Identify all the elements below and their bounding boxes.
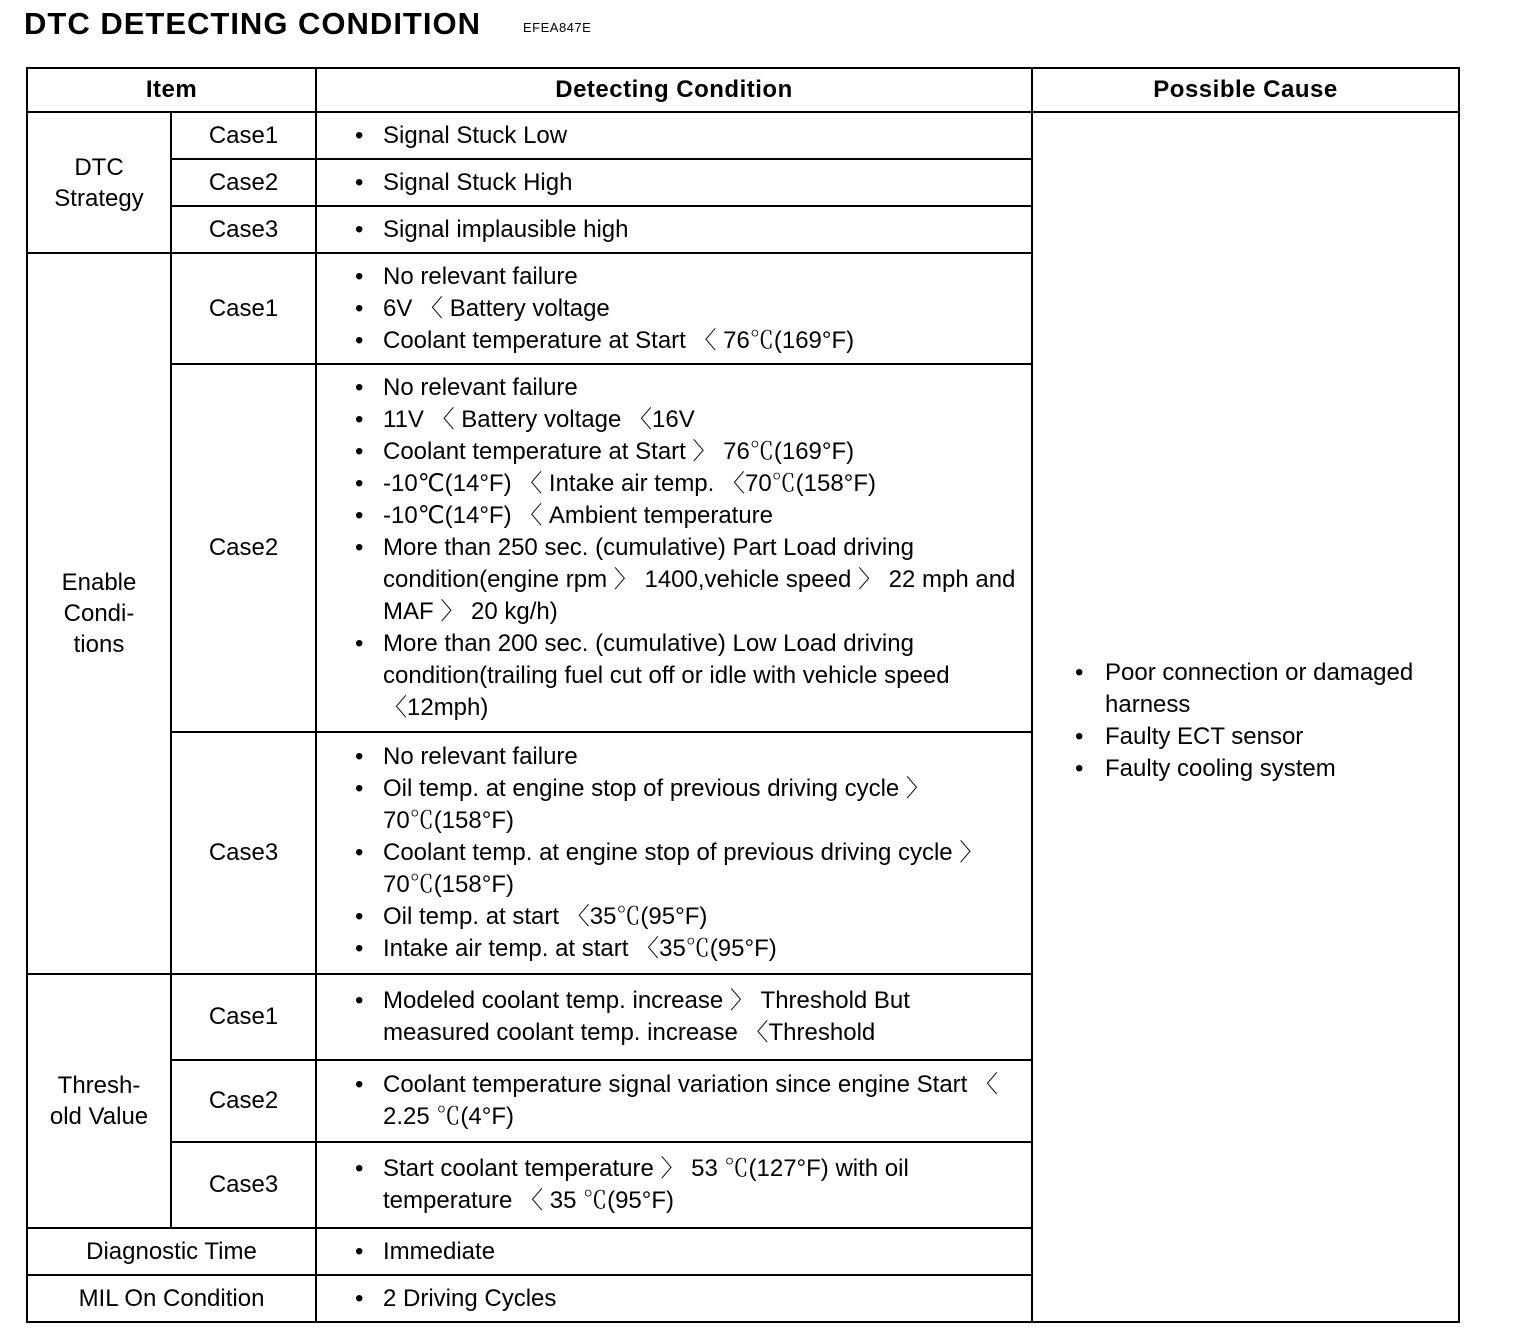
case-label: Case2	[171, 1060, 316, 1142]
condition-list	[341, 372, 1023, 724]
condition-list	[341, 1153, 1023, 1217]
table-row	[27, 112, 1459, 159]
condition-cell	[316, 974, 1032, 1060]
condition-cell	[316, 364, 1032, 732]
list-item: • Coolant temp. at engine stop of previous driving cycle 〉 70℃(158°F)	[341, 837, 1023, 901]
mil-on-condition-label: MIL On Condition	[27, 1275, 316, 1322]
possible-cause-cell	[1032, 112, 1459, 1322]
list-item: • -10℃(14°F) 〈 Ambient temperature	[341, 500, 1023, 532]
list-item: • Intake air temp. at start 〈35℃(95°F)	[341, 933, 1023, 965]
list-item: • Oil temp. at start 〈35℃(95°F)	[341, 901, 1023, 933]
header-item: Item	[27, 68, 316, 112]
case-label: Case3	[171, 732, 316, 974]
condition-list	[341, 261, 1023, 357]
condition-cell	[316, 1142, 1032, 1228]
condition-list	[341, 1236, 1023, 1268]
list-item: • Faulty ECT sensor	[1055, 721, 1448, 753]
list-item: • Poor connection or damaged harness	[1055, 657, 1448, 721]
document-code: EFEA847E	[523, 20, 592, 35]
list-item: • 6V 〈 Battery voltage	[341, 293, 1023, 325]
case-label: Case2	[171, 159, 316, 206]
cause-list	[1055, 657, 1448, 785]
condition-list	[341, 741, 1023, 965]
condition-cell	[316, 206, 1032, 253]
list-item: • -10℃(14°F) 〈 Intake air temp. 〈70℃(158°F)	[341, 468, 1023, 500]
page-title: DTC DETECTING CONDITION	[24, 6, 481, 41]
list-item: • Signal implausible high	[341, 214, 1023, 246]
list-item: • Faulty cooling system	[1055, 753, 1448, 785]
case-label: Case3	[171, 1142, 316, 1228]
list-item: • No relevant failure	[341, 372, 1023, 404]
dtc-condition-table	[26, 67, 1460, 1323]
list-item: • Coolant temperature at Start 〈 76℃(169°F)	[341, 325, 1023, 357]
condition-cell	[316, 159, 1032, 206]
list-item: • Signal Stuck High	[341, 167, 1023, 199]
header-possible-cause: Possible Cause	[1032, 68, 1459, 112]
list-item: • No relevant failure	[341, 741, 1023, 773]
condition-cell	[316, 1228, 1032, 1275]
list-item: • 11V 〈 Battery voltage 〈16V	[341, 404, 1023, 436]
list-item: • 2 Driving Cycles	[341, 1283, 1023, 1315]
list-item: • Immediate	[341, 1236, 1023, 1268]
condition-list	[341, 214, 1023, 246]
condition-list	[341, 167, 1023, 199]
case-label: Case3	[171, 206, 316, 253]
list-item: • Oil temp. at engine stop of previous driving cycle 〉 70℃(158°F)	[341, 773, 1023, 837]
case-label: Case1	[171, 112, 316, 159]
header-row	[27, 68, 1459, 112]
list-item: • Coolant temperature at Start 〉 76℃(169°F)	[341, 436, 1023, 468]
case-label: Case2	[171, 364, 316, 732]
header-detecting-condition: Detecting Condition	[316, 68, 1032, 112]
group-enable-conditions: Enable Condi- tions	[27, 253, 171, 974]
condition-cell	[316, 112, 1032, 159]
case-label: Case1	[171, 253, 316, 364]
condition-cell	[316, 732, 1032, 974]
list-item: • More than 200 sec. (cumulative) Low Load driving condition(trailing fuel cut off or idle with vehicle speed 〈12mph)	[341, 628, 1023, 724]
list-item: • Coolant temperature signal variation since engine Start 〈 2.25 ℃(4°F)	[341, 1069, 1023, 1133]
list-item: • More than 250 sec. (cumulative) Part Load driving condition(engine rpm 〉 1400,vehicle speed 〉 22 mph and MAF 〉 20 kg/h)	[341, 532, 1023, 628]
condition-cell	[316, 1060, 1032, 1142]
diagnostic-time-label: Diagnostic Time	[27, 1228, 316, 1275]
list-item: • Start coolant temperature 〉 53 ℃(127°F) with oil temperature 〈 35 ℃(95°F)	[341, 1153, 1023, 1217]
list-item: • No relevant failure	[341, 261, 1023, 293]
group-threshold-value: Thresh- old Value	[27, 974, 171, 1228]
condition-list	[341, 985, 1023, 1049]
condition-cell	[316, 1275, 1032, 1322]
condition-cell	[316, 253, 1032, 364]
condition-list	[341, 120, 1023, 152]
condition-list	[341, 1069, 1023, 1133]
group-dtc-strategy: DTC Strategy	[27, 112, 171, 253]
case-label: Case1	[171, 974, 316, 1060]
list-item: • Signal Stuck Low	[341, 120, 1023, 152]
condition-list	[341, 1283, 1023, 1315]
list-item: • Modeled coolant temp. increase 〉 Threshold But measured coolant temp. increase 〈Threshold	[341, 985, 1023, 1049]
